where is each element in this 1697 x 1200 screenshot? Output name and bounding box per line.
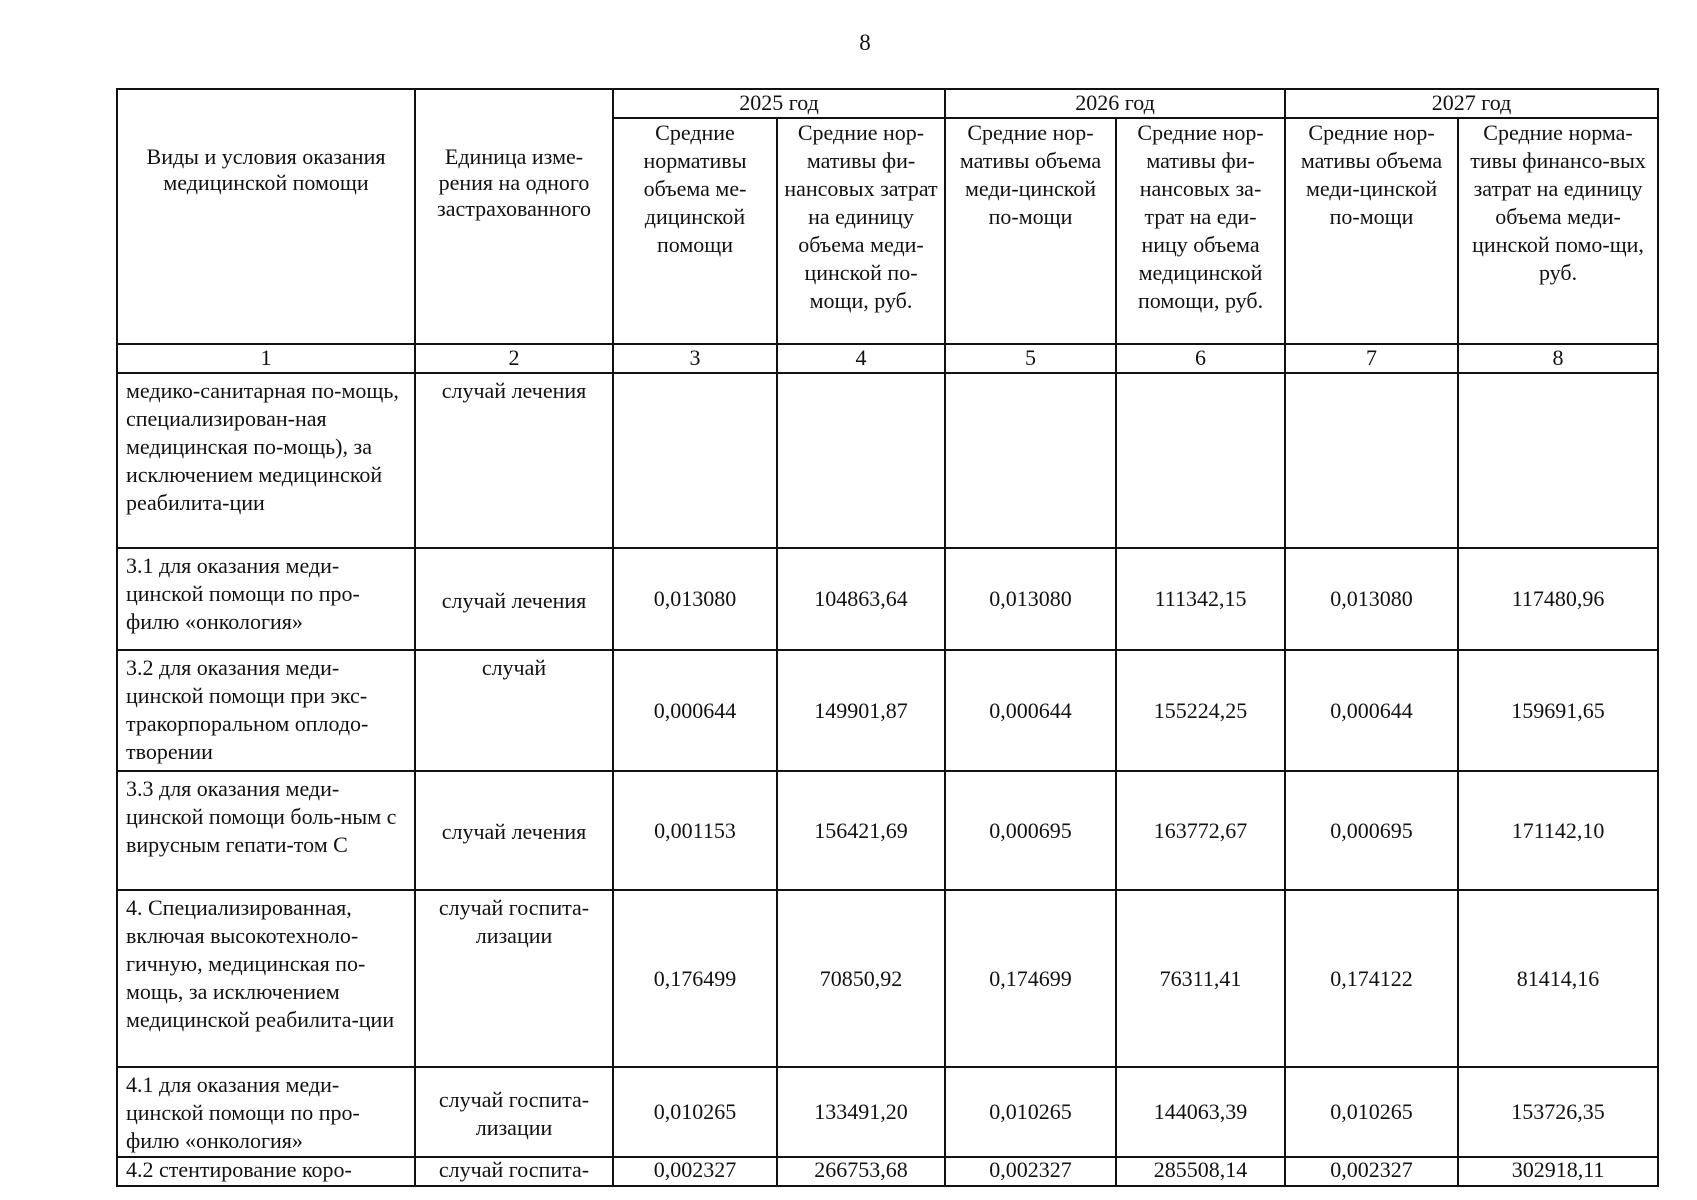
row-name: 4.2 стентирование коро- (117, 1157, 415, 1186)
volume-2026 (945, 373, 1116, 548)
header-year-2027: 2027 год (1285, 89, 1658, 118)
row-unit: случай лечения (415, 548, 613, 650)
header-2026-cost: Средние нор-мативы фи-нансовых за-трат на еди-ницу объема медицинской помощи, руб. (1116, 118, 1285, 344)
volume-2025: 0,010265 (613, 1067, 777, 1157)
cost-2026: 144063,39 (1116, 1067, 1285, 1157)
cost-2027: 171142,10 (1458, 771, 1658, 890)
row-name: 3.1 для оказания меди-цинской помощи по про-филю «онкология» (117, 548, 415, 650)
table-row (117, 1067, 1658, 1157)
column-number: 4 (777, 344, 945, 373)
cost-2025: 149901,87 (777, 650, 945, 771)
volume-2026: 0,000644 (945, 650, 1116, 771)
row-unit: случай госпита-лизации (415, 1067, 613, 1157)
header-2027-cost: Средние норма-тивы финансо-вых затрат на единицу объема меди-цинской помо-щи, руб. (1458, 118, 1658, 344)
row-name: 3.3 для оказания меди-цинской помощи боль-ным с вирусным гепати-том С (117, 771, 415, 890)
volume-2027: 0,174122 (1285, 890, 1458, 1067)
cost-2027: 302918,11 (1458, 1157, 1658, 1186)
cost-2025: 266753,68 (777, 1157, 945, 1186)
cost-2026: 111342,15 (1116, 548, 1285, 650)
column-number: 6 (1116, 344, 1285, 373)
volume-2027: 0,013080 (1285, 548, 1458, 650)
volume-2027: 0,010265 (1285, 1067, 1458, 1157)
header-2025-cost: Средние нор-мативы фи-нансовых затрат на единицу объема меди-цинской по-мощи, руб. (777, 118, 945, 344)
row-unit: случай госпита- (415, 1157, 613, 1186)
volume-2025: 0,013080 (613, 548, 777, 650)
cost-2025 (777, 373, 945, 548)
volume-2025: 0,002327 (613, 1157, 777, 1186)
volume-2025: 0,001153 (613, 771, 777, 890)
volume-2027: 0,000695 (1285, 771, 1458, 890)
table-row (117, 650, 1658, 771)
header-unit: Единица изме-рения на одного застрахованного (415, 89, 613, 344)
header-2026-volume: Средние нор-мативы объема меди-цинской по-мощи (945, 118, 1116, 344)
row-name: медико-санитарная по-мощь, специализирован-ная медицинская по-мощь), за исключением медицинской реабилита-ции (117, 373, 415, 548)
volume-2026: 0,174699 (945, 890, 1116, 1067)
volume-2026: 0,010265 (945, 1067, 1116, 1157)
table-row (117, 890, 1658, 1067)
cost-2025: 133491,20 (777, 1067, 945, 1157)
table-row (117, 771, 1658, 890)
column-number-row (117, 344, 1658, 373)
cost-2026: 285508,14 (1116, 1157, 1285, 1186)
column-number: 2 (415, 344, 613, 373)
header-2027-volume: Средние нор-мативы объема меди-цинской по-мощи (1285, 118, 1458, 344)
column-number: 5 (945, 344, 1116, 373)
volume-2027 (1285, 373, 1458, 548)
header-year-2026: 2026 год (945, 89, 1285, 118)
cost-2027: 153726,35 (1458, 1067, 1658, 1157)
volume-2025: 0,176499 (613, 890, 777, 1067)
volume-2025: 0,000644 (613, 650, 777, 771)
table-row (117, 373, 1658, 548)
table-row (117, 1157, 1658, 1186)
volume-2026: 0,000695 (945, 771, 1116, 890)
cost-2027: 159691,65 (1458, 650, 1658, 771)
row-name: 3.2 для оказания меди-цинской помощи при экс-тракорпоральном оплодо-творении (117, 650, 415, 771)
cost-2027: 117480,96 (1458, 548, 1658, 650)
volume-2027: 0,000644 (1285, 650, 1458, 771)
norms-table (116, 88, 1659, 1187)
cost-2026: 76311,41 (1116, 890, 1285, 1067)
cost-2025: 104863,64 (777, 548, 945, 650)
row-name: 4. Специализированная, включая высокотехноло-гичную, медицинская по-мощь, за исключением медицинской реабилита-ции (117, 890, 415, 1067)
row-unit: случай лечения (415, 373, 613, 548)
header-kinds-of-care: Виды и условия оказания медицинской помощи (117, 89, 415, 344)
year-header-row (117, 89, 1658, 118)
table-row (117, 548, 1658, 650)
row-unit: случай (415, 650, 613, 771)
page-number: 8 (859, 30, 871, 55)
row-unit: случай лечения (415, 771, 613, 890)
column-number: 8 (1458, 344, 1658, 373)
cost-2026: 155224,25 (1116, 650, 1285, 771)
column-number: 7 (1285, 344, 1458, 373)
header-year-2025: 2025 год (613, 89, 945, 118)
cost-2026 (1116, 373, 1285, 548)
volume-2026: 0,013080 (945, 548, 1116, 650)
volume-2025 (613, 373, 777, 548)
header-2025-volume: Средние нормативы объема ме-дицинской помощи (613, 118, 777, 344)
row-name: 4.1 для оказания меди-цинской помощи по про-филю «онкология» (117, 1067, 415, 1157)
cost-2025: 70850,92 (777, 890, 945, 1067)
cost-2027: 81414,16 (1458, 890, 1658, 1067)
cost-2025: 156421,69 (777, 771, 945, 890)
column-number: 1 (117, 344, 415, 373)
row-unit: случай госпита-лизации (415, 890, 613, 1067)
column-number: 3 (613, 344, 777, 373)
cost-2026: 163772,67 (1116, 771, 1285, 890)
cost-2027 (1458, 373, 1658, 548)
volume-2026: 0,002327 (945, 1157, 1116, 1186)
volume-2027: 0,002327 (1285, 1157, 1458, 1186)
